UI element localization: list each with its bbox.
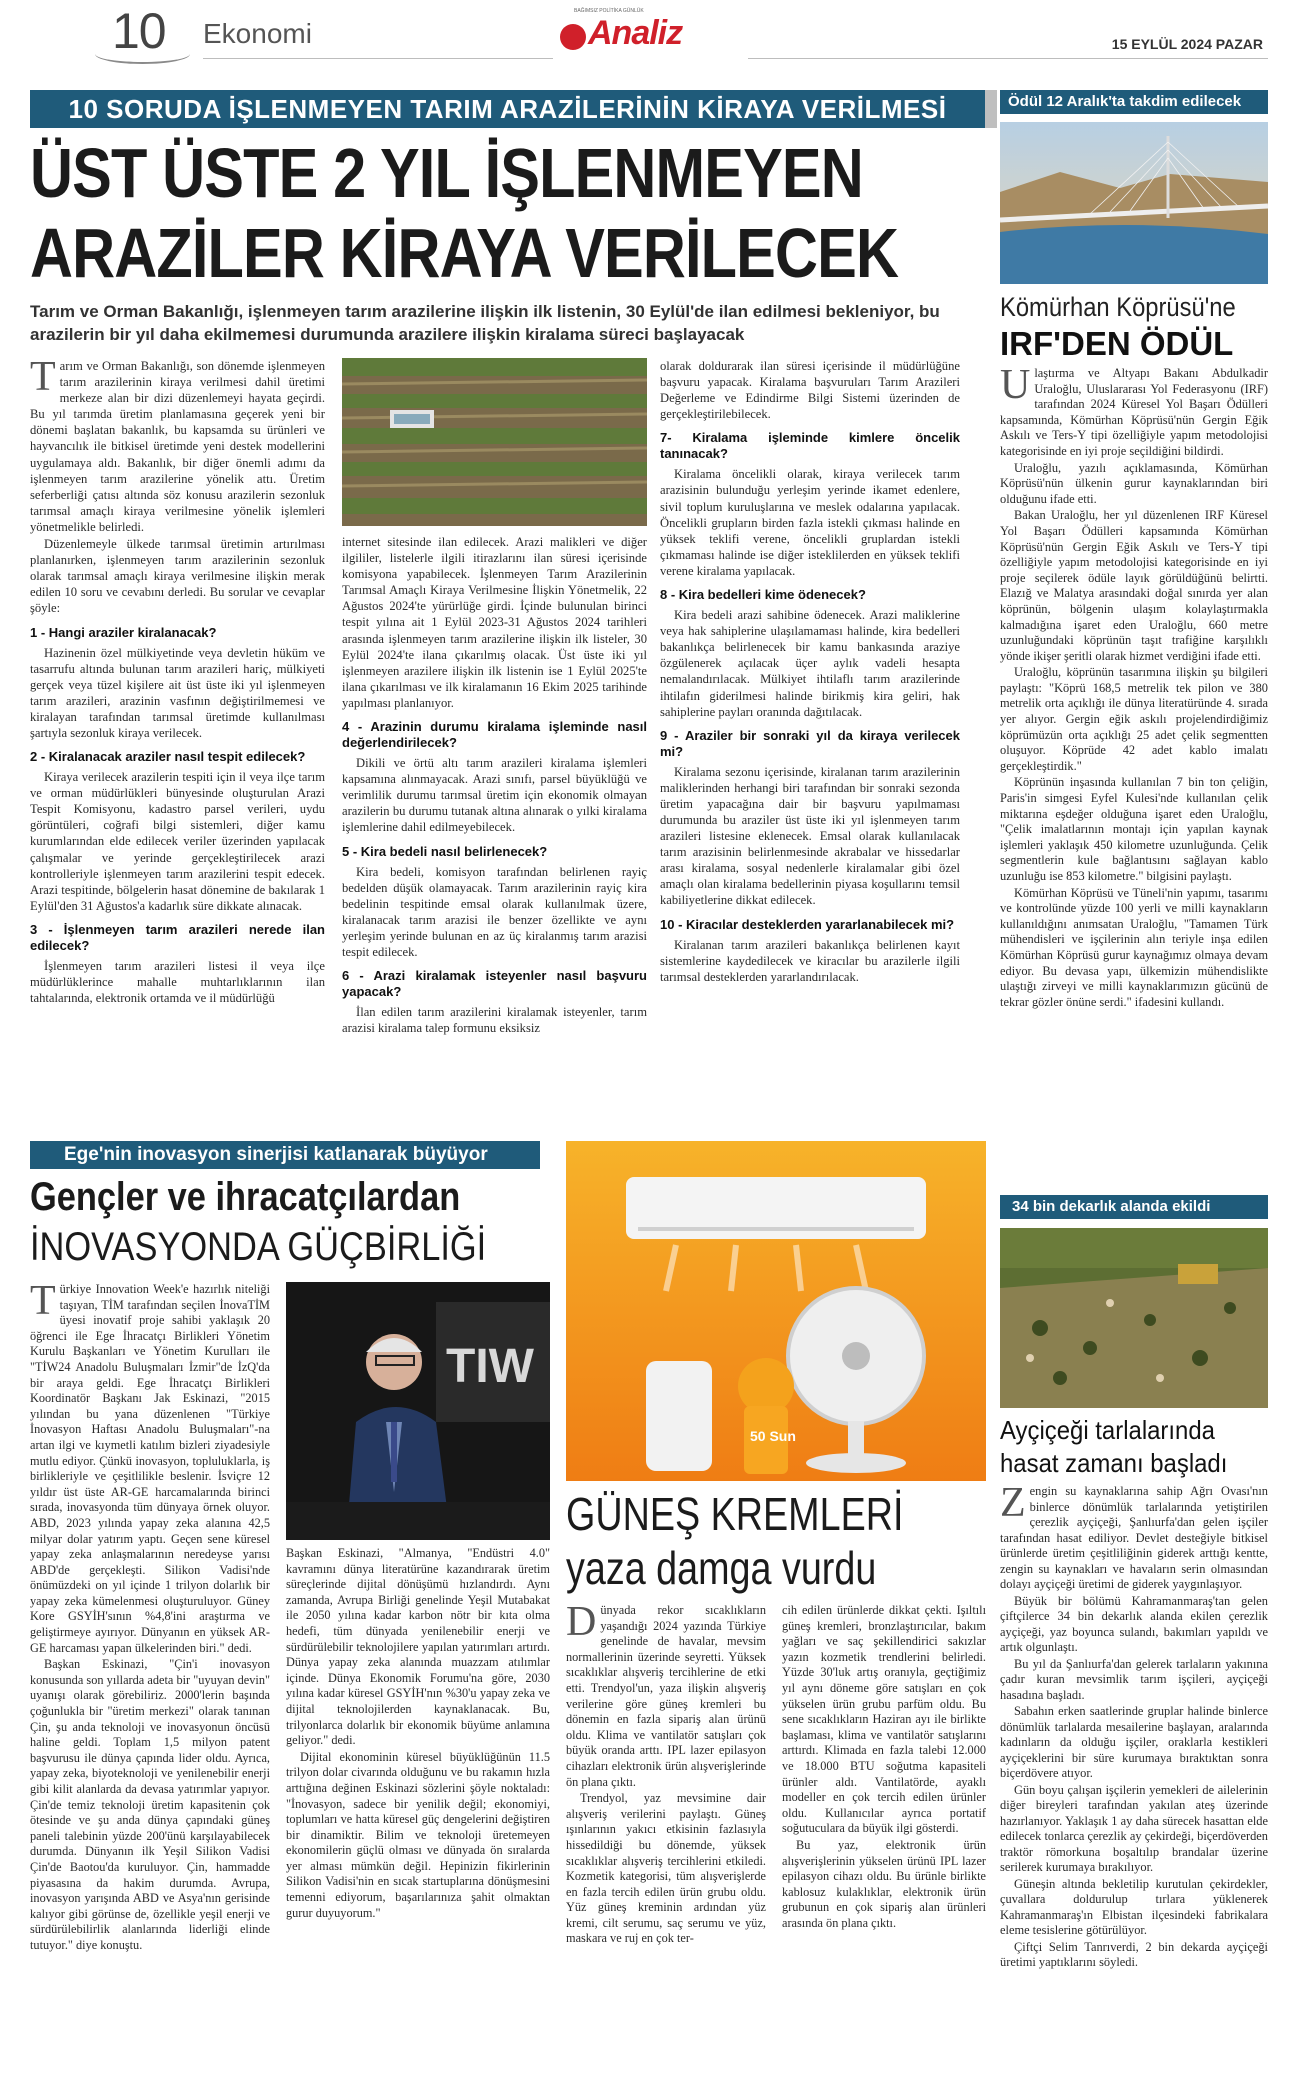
page-number-arc bbox=[95, 44, 190, 64]
section-rule bbox=[203, 58, 553, 59]
bridge-kicker: Ödül 12 Aralık'ta takdim edilecek bbox=[1000, 90, 1268, 114]
sunscreen-column-2 bbox=[782, 1603, 986, 2074]
main-column-3 bbox=[660, 358, 960, 1116]
question-heading: 5 - Kira bedeli nasıl belirlenecek? bbox=[342, 843, 548, 859]
logo bbox=[560, 8, 742, 58]
innovation-paragraph: Dijital ekonominin küresel büyüklüğünün 11.5 trilyon dolar civarında olduğunu ve bu rakamın hızla arttığına değinen Eskinazi sözlerini şöyle noktaladı: "İnovasyon, sadece bir yenilik değil; ekonomiyi, toplumları ve hatta küresel güç dengelerini değiştiren bir dinamiktir. Bilim ve teknoloji üretemeyen ekonomilerin güçlü olması ve dünyada ön sıralarda yer alması mümkün değil. Hepinizin fikirlerinin Silikon Vadisi'nin en sıcak startuplarına dönüşmesini temenni ediyorum, başarılarınıza şahit olmaktan gurur duyuyorum." bbox=[286, 1749, 550, 1920]
innovation-kicker: Ege'nin inovasyon sinerjisi katlanarak büyüyor bbox=[30, 1141, 540, 1169]
answer-paragraph: Kiralama sezonu içerisinde, kiralanan tarım arazilerinin maliklerinden herhangi biri tarafından bir sonraki sezonda üretim yapacağına dair bir başvuru yapılmaması durumunda bu araziler üst üste iki yıl işlenmeyen tarım arazileri listesine eklenecek. Emsal olarak kullanılacak tarım arazisinin belirlenmesinde akrabalar ve hissedarlar arası kiralama, sosyal nedenlerle kiralamalar gibi özel amaçlı olan kiralama bedellerinin piyasa koşullarını temsil kabiliyetlerine dikkat edilecek. bbox=[660, 764, 960, 908]
stage-logo-text: TIW bbox=[446, 1340, 534, 1393]
main-kicker-accent bbox=[985, 90, 997, 128]
question-heading: 8 - Kira bedelleri kime ödenecek? bbox=[660, 587, 866, 603]
bridge-paragraph: Uraloğlu, köprünün tasarımına ilişkin şu bilgileri paylaştı: "Köprü 168,5 metrelik tek pilon ve 380 metrelik orta açıklığı ile dünya literatüründe 4. sırada yer alıyor. Gergin eğik askılı projelendirdiğimiz köprümüzün orta açıklığı 25 adet çelik segmentten oluşuyor. Köprüde 42 adet kablo imalatı gerçekleştirdik." bbox=[1000, 665, 1268, 773]
sunscreen-title-1: GÜNEŞ KREMLERİ bbox=[566, 1488, 904, 1540]
main-paragraph: Düzenlemeyle ülkede tarımsal üretimin artırılması planlanırken, işlenmeyen tarım arazilerinin sezonluk olarak tarımsal amaçlı kiraya verilmesine ilişkin merak edilen 10 soru ve cevabını derledi. Bu sorular ve cevaplar şöyle: bbox=[30, 537, 325, 616]
answer-paragraph: Kiralanan tarım arazileri bakanlıkça belirlenen kayıt sistemlerine kaydedilecek ve kiracılar bu arazilerle ilgili tarımsal desteklerden yararlandırılacak. bbox=[660, 937, 960, 984]
sunflower-paragraph: Sabahın erken saatlerinde gruplar halinde binlerce dönümlük tarlalarda mesailerine başlayan, aralarında kadınların da olduğu işçiler, oraklarla kestikleri ayçiçeklerini bir süre kurumaya bıraktıktan sonra biçerdövere atıyor. bbox=[1000, 1704, 1268, 1780]
answer-paragraph: Hazinenin özel mülkiyetinde veya devletin hüküm ve tasarrufu altında bulunan tarım arazileri hariç, mülkiyeti gerçek veya tüzel kişilere ait üst üste iki yıl işlenmeyen tarım arazileri, arazinin vasfının değiştirilmemesi ve kiralayan tarafından tarımsal üretimde kullanılması şartıyla sezonluk kiraya verilecek. bbox=[30, 645, 325, 740]
sunscreen-title-2: yaza damga vurdu bbox=[566, 1542, 877, 1594]
answer-paragraph: internet sitesinde ilan edilecek. Arazi malikleri ve diğer ilgililer, listelerle ilgili itirazlarını ilan süresi içerisinde komisyona yapabilecek. İşlenmeyen Tarım Arazilerinin Tarımsal Amaçlı Kiraya Verilmesine İlişkin Yönetmelik, 22 Ağustos 2024'te yürürlüğe girdi. İçinde bulunulan birinci tespit yılına ait 1 Eylül 2023-31 Ağustos 2024 tarihleri arasında işlenmeyen tarım arazilerine ilişkin ilk listeler, 30 Eylül 2024'te ilana çıkarılmış olacak. Üst üste iki yıl işlenmeyen arazilere ilişkin ilk listenin ise 1 Eylül 2025'te ilana çıkarılması ve ilk kiralamanın 16 Ekim 2025 tarihinde yapılması planlanıyor. bbox=[342, 535, 647, 710]
innovation-column-2 bbox=[286, 1546, 550, 2074]
sunscreen-column-1 bbox=[566, 1603, 766, 2074]
sunflower-paragraph: Çiftçi Selim Tanrıverdi, 2 bin dekarda ayçiçeği üretimi yaptıklarını söyledi. bbox=[1000, 1939, 1268, 1969]
answer-paragraph: Dikili ve örtü altı tarım arazileri kiralama işlemleri kapsamına alınmayacak. Arazi sınıfı, parsel büyüklüğü ve verimlilik durumu tarımsal üretim için ekonomik olmayan arazilerin bu durumu tutanak altına alınarak o yılki kiralama işlemlerine dahil edilmeyebilecek. bbox=[342, 756, 647, 835]
answer-paragraph: Kiraya verilecek arazilerin tespiti için il veya ilçe tarım ve orman müdürlükleri bünyesinde oluşturulan Arazi Tespit Komisyonu, kadastro parsel verileri, uydu görüntüleri, coğrafi bilgi sistemleri, diğer kamu kurumlarından elde edilecek veriler üzerinden yapılacak çalışmalar ve yerinde gerçekleştirilecek arazi kontrolleriyle işlenmeyen tarım arazilerini tespit edecek. Arazi tespitinde, bölgelerin hasat dönemine de bakılarak 1 Eylül'den 31 Ağustos'a kadarlık süre dikkate alınacak. bbox=[30, 770, 325, 913]
sunflower-paragraph: engin su kaynaklarına sahip Ağrı Ovası'nın binlerce dönümlük tarlalarında yetiştirilen çerezlik ayçiçeği, Şanlıurfa'dan gelen işçiler tarafından hasat ediliyor. Devlet desteğiyle bitkisel ürünlerde üretim çeşitliliğinin giderek arttığı kentte, zengin su kaynakları ve havaların serin olmasından dolayı ayçiçeği üretimi de giderek yaygınlaşıyor. bbox=[1000, 1484, 1268, 1591]
logo-globe-icon bbox=[560, 24, 586, 50]
section-title: Ekonomi bbox=[203, 18, 312, 49]
summer-products-photo bbox=[566, 1141, 986, 1481]
main-headline-2: ARAZİLER KİRAYA VERİLECEK bbox=[30, 214, 899, 292]
answer-paragraph: olarak doldurarak ilan süresi içerisinde il müdürlüğüne başvuru yapacak. Kiralama başvuruları Tarım Arazileri Değerleme ve Edindirme Bilgi Sistemi üzerinden de gerçekleştirilebilecek. bbox=[660, 359, 960, 422]
innovation-dropcap: T bbox=[30, 1282, 56, 1324]
sunflower-title-1: Ayçiçeği tarlalarında bbox=[1000, 1415, 1215, 1445]
answer-paragraph: Kira bedeli, komisyon tarafından belirlenen rayiç bedelden düşük olamayacak. Tarım arazilerinin rayiç kira bedelinin tespitinde emsal olarak kullanılmak üzere, kiralanacak tarım arazisi ile benzer özellikte ve aynı yerleşim yerinde bulunan en az üç kiralanmış tarım arazisi tespit edilecek. bbox=[342, 864, 647, 959]
sunflower-paragraph: Büyük bir bölümü Kahramanmaraş'tan gelen çiftçilerce 34 bin dekarlık alanda ekilen çerezlik ayçiçeği, yaz boyunca sulandı, bakımları yapıldı ve artık olgunlaştı. bbox=[1000, 1593, 1268, 1654]
innovation-paragraph: Başkan Eskinazi, "Almanya, "Endüstri 4.0" kavramını dünya literatürüne kazandırarak üretim süreçlerinde dijital dönüşümü hızlandırdı. Aynı zamanda, Avrupa Birliği genelinde Yeşil Mutabakat ile 2050 yılına kadar karbon nötr bir kıta olma hedefi, tüm dünyada yenilenebilir enerji ve sürdürülebilir teknolojilere yapılan yatırımları artırdı. Dünya yapay zeka alanında muazzam atılımlar içinde. Dünya Ekonomik Forumu'na göre, 2030 yılına kadar küresel GSYİH'nın %30'u yapay zeka ve dijital teknolojilerden kaynaklanacak. Bu, trilyonlarca dolarlık bir ekonomik büyüme anlamına geliyor." dedi. bbox=[286, 1546, 550, 1748]
sunflower-dropcap: Z bbox=[1000, 1484, 1026, 1526]
innovation-title-2: İNOVASYONDA GÜÇBİRLİĞİ bbox=[30, 1225, 487, 1269]
bridge-paragraph: Uraloğlu, yazılı açıklamasında, Kömürhan Köprüsü'nün ülkenin gurur kaynaklarından biri olduğunu ifade etti. bbox=[1000, 460, 1268, 506]
question-heading: 4 - Arazinin durumu kiralama işleminde nasıl değerlendirilecek? bbox=[342, 719, 647, 751]
answer-paragraph: Kira bedeli arazi sahibine ödenecek. Arazi maliklerine veya hak sahiplerine ulaşılamaması halinde, kira bedelleri bakanlıkça belirlenecek bir kamu bankasında araziye özgülenerek açılacak üçer aylık vadeli hesapta nemalandırılacak. Mülkiyet ihtilaflı tarım arazilerinde ihtilafın giderilmesi halinde birikmiş kira geliri, hak sahiplerine payları oranında dağıtılacak. bbox=[660, 608, 960, 719]
question-heading: 10 - Kiracılar desteklerden yararlanabilecek mi? bbox=[660, 916, 955, 932]
sunflower-paragraph: Bu yıl da Şanlıurfa'dan gelerek tarlaların yakınına çadır kuran mevsimlik tarım işçileri, ayçiçeği hasadına başladı. bbox=[1000, 1656, 1268, 1702]
bridge-body bbox=[1000, 366, 1268, 1180]
header-rule bbox=[748, 58, 1268, 59]
bridge-paragraph: Kömürhan Köprüsü ve Tüneli'nin yapımı, tasarımı ve kontrolünde yüzde 100 yerli ve milli kaynakların kullanıldığını anımsatan Uraloğlu, "Tamamen Türk mühendisleri ve işçilerinin alın teriyle inşa edilen Kömürhan Köprüsü gurur kaynağımız olmaya devam ediyor. Bu devasa yapı, ülkemizin mühendislikte ulaştığı zirveyi ve milli kaynaklarımızın gücünü de tekrar gözler önüne serdi." ifadesini kullandı. bbox=[1000, 885, 1268, 1009]
sunscreen-paragraph: Trendyol, yaz mevsimine dair alışveriş verilerini paylaştı. Güneş ışınlarının yakıcı etkisinin fazlasıyla hissedildiği bu dönemde, yüksek sıcaklıklar alışveriş tercihlerini etkiledi. Kozmetik kategorisi, tüm alışverişlerde en fazla tercih edilen ürün grubu oldu. Yüz güneş kreminin ardından yüz kremi, cilt serumu, saç serumu ve yüz, maskara ve ruj en çok ter- bbox=[566, 1791, 766, 1946]
page-number: 10 bbox=[112, 3, 166, 59]
question-heading: 2 - Kiralanacak araziler nasıl tespit edilecek? bbox=[30, 749, 306, 765]
answer-paragraph: Kiralama öncelikli olarak, kiraya verilecek tarım arazisinin bulunduğu yerleşim yerinde ikamet edenlere, sivil toplum kuruluşlarına ve meslek odalarına yapılacak. Öncelikli grupların birden fazla istekli çıkması halinde en yüksek teklifi verene, öncelikli gruplardan istekli çıkmaması halinde ise diğer isteklilerden en yüksek teklifi verene kiralama yapılacak. bbox=[660, 467, 960, 578]
sunflower-body bbox=[1000, 1484, 1268, 2074]
issue-date: 15 EYLÜL 2024 PAZAR bbox=[1111, 36, 1263, 52]
sunscreen-dropcap: D bbox=[566, 1603, 597, 1645]
question-heading: 6 - Arazi kiralamak isteyenler nasıl başvuru yapacak? bbox=[342, 968, 647, 1000]
main-dropcap: T bbox=[30, 358, 56, 400]
sunflower-field-photo bbox=[1000, 1228, 1268, 1408]
main-kicker: 10 SORUDA İŞLENMEYEN TARIM ARAZİLERİNİN KİRAYA VERİLMESİ bbox=[30, 90, 985, 128]
bridge-title-1: Kömürhan Köprüsü'ne bbox=[1000, 292, 1236, 322]
question-heading: 3 - İşlenmeyen tarım arazileri nerede ilan edilecek? bbox=[30, 921, 325, 953]
bridge-title-2: IRF'DEN ÖDÜL bbox=[1000, 325, 1234, 362]
bridge-paragraph: Bakan Uraloğlu, her yıl düzenlenen IRF Küresel Yol Başarı Ödülleri kapsamında Kömürhan Köprüsü'nün Gergin Eğik Askılı ve Ters-Y tipi özelliğiyle yapım metodolojisi kategorisinde en iyi proje seçilerek ödüle layık görüldüğünü belirtti. Elazığ ve Malatya arasındaki doğal sınırda yer alan köprünün, bölgenin ulaşım kolaylaştırmakla kalmadığına işaret eden Uraloğlu, 660 metre uzunluğundaki köprünün taşıt trafiğine karşılıklı yönde ikişer şeritli olarak hizmet verdiğini ifade etti. bbox=[1000, 508, 1268, 663]
tractor-field-photo bbox=[342, 358, 647, 526]
question-heading: 9 - Araziler bir sonraki yıl da kiraya verilecek mi? bbox=[660, 727, 960, 759]
answer-paragraph: İşlenmeyen tarım arazileri listesi il veya ilçe müdürlüklerince mahalle muhtarlıklarının ilan tahtalarında, elektronik ortamda ve il müdürlüğü bbox=[30, 958, 325, 1006]
main-paragraph: arım ve Orman Bakanlığı, son dönemde işlenmeyen tarım arazilerinin kiraya verilmesi dahil üretimi merkeze alan bir dizi düzenlemeyi hayata geçirdi. Bu yıl tarımda üretim planlamasına geçerek yeni bir dönemi başlatan bakanlık, bu kapsamda su ürünleri ve hayvancılık ile bitkisel üretimde yeni destek modellerini uygulamaya aldı. Bakanlık, bir diğer önemli adımı da işlenmeyen tarım arazilerine yönelik attı. Üretim seferberliği çatısı altında söz konusu arazilerin sezonluk tarımsal amaçlı kiraya verilmesine yönelik işlemleri yönetmelikle belirledi. bbox=[30, 359, 325, 534]
bridge-paragraph: Köprünün inşasında kullanılan 7 bin ton çeliğin, Paris'in simgesi Eyfel Kulesi'nde kullanılan çelik miktarına eşdeğer olduğuna işaret eden Uraloğlu, "Çelik imalatlarının montajı için yapılan kaynak işlemleri yaklaşık 450 kilometre uzunluğunda. Çelik segmentlerin kule bağlantısını sağlayan kablo uzunluğu ise 853 kilometre." bilgisini paylaştı. bbox=[1000, 775, 1268, 883]
bridge-dropcap: U bbox=[1000, 366, 1031, 408]
sunscreen-bottle-label: 50 Sun bbox=[750, 1428, 796, 1444]
question-heading: 1 - Hangi araziler kiralanacak? bbox=[30, 624, 217, 640]
logo-text: Analiz bbox=[588, 14, 683, 52]
sunflower-kicker: 34 bin dekarlık alanda ekildi bbox=[1000, 1195, 1268, 1219]
bridge-photo bbox=[1000, 122, 1268, 284]
sunscreen-paragraph: ünyada rekor sıcaklıkların yaşandığı 2024 yazında Türkiye genelinde de havalar, mevsim normallerinin üzerinde seyretti. Yüksek sıcaklıklar alışveriş tercihlerine de etki etti. Trendyol'un, yaza ilişkin alışveriş verilerine göre güneş kremleri bu dönemin en fazla sipariş alan ürünü oldu. Klima ve vantilatör satışları çok büyük oranda arttı. IPL lazer epilasyon cihazları elektronik ürün alışverişlerinde ön plana çıktı. bbox=[566, 1603, 766, 1789]
main-headline-1: ÜST ÜSTE 2 YIL İŞLENMEYEN bbox=[30, 134, 863, 212]
answer-paragraph: İlan edilen tarım arazilerini kiralamak isteyenler, tarım arazisi kiralama talep formunu eksiksiz bbox=[342, 1005, 647, 1036]
question-heading: 7- Kiralama işleminde kimlere öncelik tanınacak? bbox=[660, 430, 960, 462]
innovation-column-1 bbox=[30, 1282, 270, 2074]
main-column-2 bbox=[342, 534, 647, 1116]
innovation-paragraph: ürkiye Innovation Week'e hazırlık niteliği taşıyan, TİM tarafından seçilen İnovaTİM üyesi inovatif proje sahibi yaklaşık 20 öğrenci ile Ege İhracatçı Birlikleri Yönetim Kurulu Başkanları ve Yönetim Kurulları ile "TİW24 Anadolu Buluşmaları İzmir"de İzQ'da bir araya geldi. Ege İhracatçı Birlikleri Koordinatör Başkanı Jak Eskinazi, "2015 yılından bu yana düzenlenen "Türkiye İnovasyon Haftası Anadolu Buluşmaları"-na artan ilgi ve kıymetli katılım bizleri ziyadesiyle mutlu ediyor. Çünkü inovasyon, topluluklarla, iş birlikleriyle ve çeşitlilikle beslenir. İsviçre 12 yıldır üst üste AR-GE harcamalarında birinci sırada, inovasyonda tüm dünyaya örnek oluyor. ABD, 2023 yılında yapay zeka alanına 42,5 milyar dolar yatırım yaptı. Geçen sene küresel yapay zeka anlaşmalarının neredeyse yarısı ABD'de gerçekleşti. Silikon Vadisi'nde önümüzdeki on yıl içinde 1 trilyon dolarlık bir yapay zeka kümelenmesi oluşturuluyor. Güney Kore GSYİH'sının %4,8'ini araştırma ve geliştirmeye ayırıyor. Dünyanın en yüksek AR-GE harcaması yapan ülkelerinden biri." dedi. bbox=[30, 1282, 270, 1655]
sunflower-paragraph: Gün boyu çalışan işçilerin yemekleri de ailelerinin diğer bireyleri tarafından yakılan ateş üzerinde hazırlanıyor. Yaklaşık 1 ay daha sürecek hasattan elde edilecek tonlarca çerezlik ay çekirdeği, biçerdöverden traktör römorkuna boşaltılıp brandalar üzerine serilerek kurumaya bırakılıyor. bbox=[1000, 1782, 1268, 1874]
bridge-paragraph: laştırma ve Altyapı Bakanı Abdulkadir Uraloğlu, Uluslararası Yol Federasyonu (IRF) tarafından 2024 Küresel Yol Başarı Ödülleri kapsamında, Kömürhan Köprüsü'nün Gergin Eğik Askılı ve Ters-Y tipi özelliğiyle yapım metodolojisi kategorisinde en iyi proje seçildiğini bildirdi. bbox=[1000, 366, 1268, 458]
main-deck: Tarım ve Orman Bakanlığı, işlenmeyen tarım arazilerine ilişkin ilk listenin, 30 Eylül'de ilan edilmesi bekleniyor, bu arazilerin bir yıl daha ekilmemesi durumunda arazilere ilişkin kiralama süreci başlayacak bbox=[30, 302, 940, 344]
innovation-title-1: Gençler ve ihracatçılardan bbox=[30, 1175, 461, 1219]
main-column-1 bbox=[30, 358, 325, 1115]
sunflower-title-2: hasat zamanı başladı bbox=[1000, 1448, 1228, 1478]
innovation-paragraph: Başkan Eskinazi, "Çin'i inovasyon konusunda son yıllarda adeta bir "uyuyan devin" uyanışı olarak görebiliriz. 2000'lerin başında çoğunlukla bir "üretim merkezi" olarak tanınan Çin, şu anda teknoloji ve inovasyonun öncüsü haline geldi. Toplam 1,5 milyon patent başvurusu ile dünya çapında lider oldu. Ayrıca, yapay zeka, biyoteknoloji ve yenilenebilir enerji gibi kilit alanlarda da devasa yatırımlar yapıyor. Çin'de temiz teknoloji üretim kapasitenin çok ötesinde ve şu anda dünya çapındaki güneş paneli talebinin yüzde 200'ünü karşılayabilecek durumda. Dünyanın ilk Yeşil Silikon Vadisi Çin'de Baotou'da kuruluyor. Çin, hammadde piyasasına da hakim durumda. Avrupa, inovasyon yarışında ABD ve Asya'nın gerisinde kalıyor gibi görünse de, özellikle yeşil enerji ve sürdürülebilirlik alanlarında liderliği elinde tutuyor." diye konuştu. bbox=[30, 1657, 270, 1952]
sunflower-paragraph: Güneşin altında bekletilip kurutulan çekirdekler, çuvallara doldurulup tırlara yüklenerek Kahramanmaraş'ın Elbistan ilçesindeki fabrikalara eleme tesislerine götürülüyor. bbox=[1000, 1876, 1268, 1937]
sunscreen-paragraph: Bu yaz, elektronik ürün alışverişlerinin yükselen ürünü IPL lazer epilasyon cihazı oldu. Bu ürünle birlikte kablosuz kulaklıklar, elektronik ürün grubunun en çok sipariş alan ürünleri arasında ön plana çıktı. bbox=[782, 1837, 986, 1930]
sunscreen-paragraph: cih edilen ürünlerde dikkat çekti. Işıltılı güneş kremleri, bronzlaştırıcılar, bakım yağları ve saç şekillendirici sakızlar yazın kozmetik trendlerini belirledi. Yüzde 30'luk artış oranıyla, geçtiğimiz yıl aynı döneme göre satışları en çok yükselen ürün grubu parfüm oldu. Bu sene sıcaklıkların Haziran ayı ile birlikte başlaması, klima ve vantilatör satışlarını arttırdı. Klimada en fazla talebi 12.000 ve 18.000 BTU soğutma kapasiteli ürünler aldı. Vantilatörde, ayaklı modeller en çok tercih edilen ürünler oldu. Kullanıcılar ayrıca portatif soğutuculara da büyük ilgi gösterdi. bbox=[782, 1603, 986, 1836]
logo-tagline: BAĞIMSIZ POLİTİKA GÜNLÜK bbox=[574, 8, 644, 14]
speaker-photo bbox=[286, 1282, 550, 1540]
